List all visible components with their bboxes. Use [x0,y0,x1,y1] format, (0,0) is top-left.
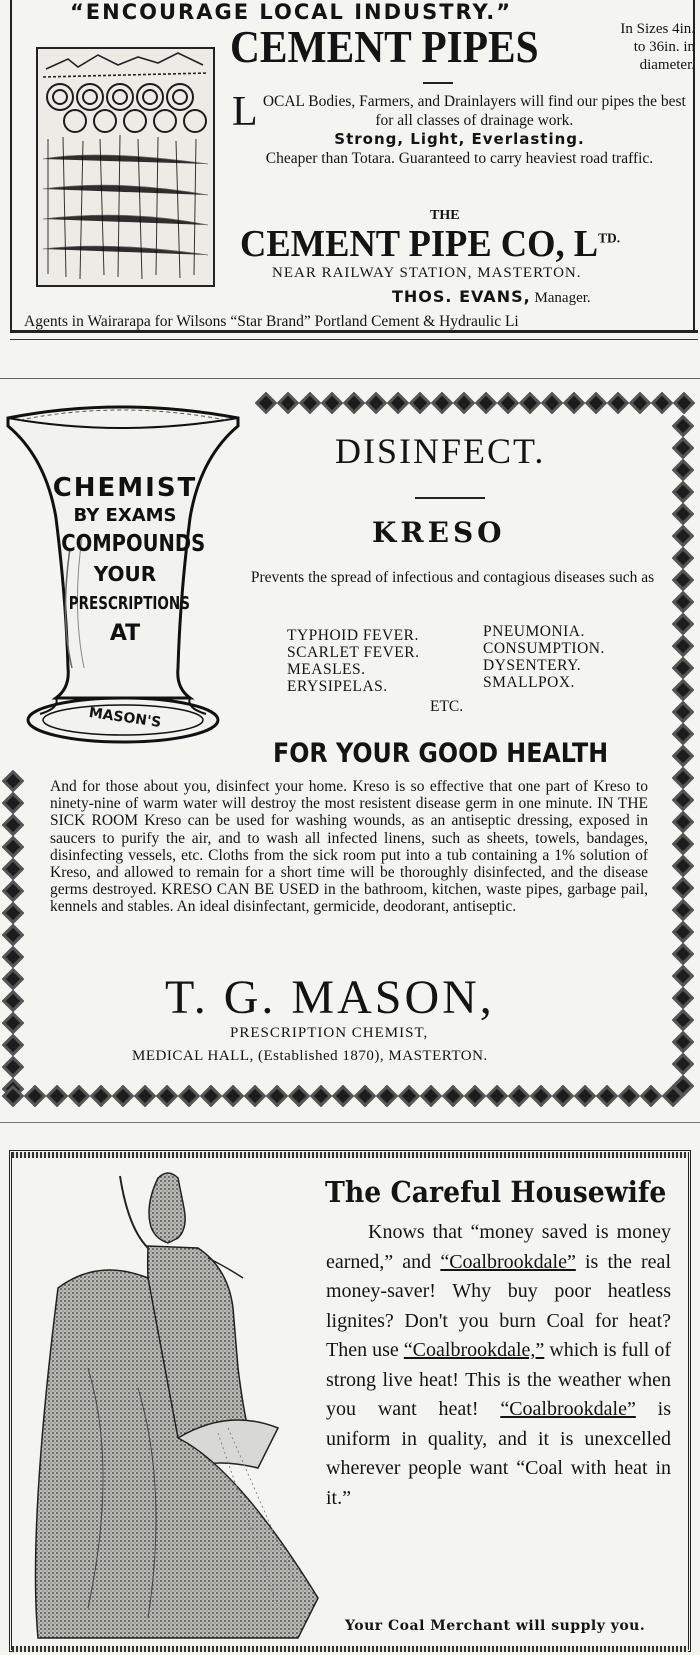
diamond-ornament [607,392,630,414]
diamond-ornament [475,392,498,414]
diamond-ornament [672,767,694,790]
ad3-body: Knows that “money saved is money earned,” and “Coalbrookdale” is the real money-saver! Why buy poor heatless lignites? Don't you burn Coal for heat? Then use “Coalbrookdale,” which is full of strong live heat! This is the weather when you want heat! “Coalbrookdale” is uniform in quality, and it is unexcelled wherever people want “Coal with heat in it.” [326,1221,672,1509]
diamond-ornament [244,1085,267,1107]
ad1-the: THE [430,208,460,223]
diamond-ornament [672,569,694,592]
diamond-ornament [453,392,476,414]
ad1-manager: THOS. EVANS, Manager. [392,287,591,306]
ad3-top-border [12,1152,688,1158]
diamond-ornament [672,437,694,460]
ad1-body [232,89,687,168]
ad3-merchant-line: Your Coal Merchant will supply you. [345,1618,646,1634]
diamond-ornament [672,503,694,526]
diamond-ornament [68,1085,91,1107]
diamond-ornament [672,591,694,614]
ad1-left-border [10,0,12,330]
ad1-short-rule [423,82,453,84]
housewife-illustration [28,1168,328,1643]
diamond-ornament [134,1085,157,1107]
diamond-ornament [672,745,694,768]
diamond-ornament [640,1085,663,1107]
diamond-ornament [541,392,564,414]
diamond-border-right [672,415,694,1105]
diamond-ornament [672,657,694,680]
diamond-ornament [672,899,694,922]
diamond-ornament [2,814,24,837]
diamond-ornament [365,392,388,414]
vase-base-text: MASON'S [87,705,163,731]
diamond-ornament [574,1085,597,1107]
diamond-ornament [310,1085,333,1107]
ad2-chemist-name: T. G. MASON, [165,971,495,1024]
coalbrookdale-3: “Coalbrookdale” [500,1398,636,1420]
coalbrookdale-1: “Coalbrookdale” [440,1250,576,1273]
ad2-health-heading: FOR YOUR GOOD HEALTH [273,738,609,769]
diamond-border-bottom [2,1085,692,1107]
diamond-ornament [2,1056,24,1079]
diamond-ornament [672,877,694,900]
diamond-ornament [672,547,694,570]
ad2-profession: PRESCRIPTION CHEMIST, [230,1025,429,1041]
ad3-title: The Careful Housewife [325,1175,667,1209]
diamond-ornament [2,1085,24,1107]
ad2-product-name: KRESO [372,516,506,549]
diseases-right-list: PNEUMONIA. CONSUMPTION. DYSENTERY. SMALLPOX. [483,623,605,691]
diamond-ornament [442,1085,465,1107]
diamond-ornament [2,946,24,969]
diamond-ornament [288,1085,311,1107]
diamond-ornament [497,392,520,414]
diamond-ornament [672,1009,694,1032]
ad1-strong-line: Strong, Light, Everlasting. [334,130,585,148]
ad2-body: And for those about you, disinfect your home. Kreso is so effective that one part of Kreso to ninety-nine of warm water will destroy the most resistent disease germ in one minute. IN THE SICK ROOM Kreso can be used for washing wounds, as an antiseptic dressing, exposed in saucers to purify the air, and to wash all infected linens, such as sheets, towels, bandages, disinfecting vessels, etc. Cloths from the sick room put into a tub containing a 1% solution of Kreso, and allowed to remain for a short time will be thoroughly disinfected, and the disease germs destroyed. KRESO CAN BE USED in the bathroom, kitchen, waste pipes, garbage pail, kennels and stables. An ideal disinfectant, germicide, deodorant, antiseptic. [50,778,648,916]
diamond-ornament [2,968,24,991]
diamond-ornament [156,1085,179,1107]
diamond-ornament [596,1085,619,1107]
diamond-ornament [299,392,322,414]
diamond-ornament [563,392,586,414]
diamond-ornament [2,836,24,859]
diamond-ornament [672,635,694,658]
ad2-etc: ETC. [430,698,464,715]
diamond-ornament [585,392,608,414]
diamond-ornament [24,1085,47,1107]
ad1-station: NEAR RAILWAY STATION, MASTERTON. [272,265,582,281]
diamond-ornament [552,1085,575,1107]
coalbrookdale-2: “Coalbrookdale,” [403,1339,545,1361]
diamond-ornament [464,1085,487,1107]
ad1-body-2: Cheaper than Totara. Guaranteed to carry heaviest road traffic. [265,150,654,167]
diamond-ornament [431,392,454,414]
diamond-ornament [178,1085,201,1107]
diamond-ornament [2,792,24,815]
diamond-ornament [2,924,24,947]
diamond-ornament [672,1053,694,1076]
ad1-bottom-rule [10,330,698,340]
diamond-ornament [672,613,694,636]
vase-text: CHEMIST BY EXAMS COMPOUNDS YOUR PRESCRIPTIONS AT [52,473,206,646]
diamond-border-left [2,770,24,1105]
diamond-ornament [672,965,694,988]
diamond-ornament [2,880,24,903]
diamond-ornament [486,1085,509,1107]
diamond-ornament [2,1034,24,1057]
ad3-bottom-border [12,1646,688,1652]
ad2-address: MEDICAL HALL, (Established 1870), MASTERTON. [132,1048,488,1064]
diamond-ornament [90,1085,113,1107]
diamond-ornament [672,789,694,812]
diamond-ornament [672,459,694,482]
diamond-ornament [398,1085,421,1107]
diamond-ornament [332,1085,355,1107]
diamond-ornament [420,1085,443,1107]
ad1-sizes: In Sizes 4in. to 36in. in diameter. [620,21,695,73]
diamond-ornament [519,392,542,414]
diamond-ornament [112,1085,135,1107]
diamond-ornament [2,990,24,1013]
diamond-ornament [2,858,24,881]
diamond-ornament [321,392,344,414]
diamond-ornament [662,1085,685,1107]
diamond-border-top [255,392,695,414]
diamond-ornament [672,811,694,834]
diamond-ornament [2,902,24,925]
diamond-ornament [629,392,652,414]
ad1-agents: Agents in Wairarapa for Wilsons “Star Brand” Portland Cement & Hydraulic Li [24,313,519,330]
diamond-ornament [200,1085,223,1107]
ad2-title: DISINFECT. [335,431,546,471]
diamond-ornament [2,770,24,792]
diamond-ornament [255,392,277,414]
diamond-ornament [530,1085,553,1107]
diamond-ornament [266,1085,289,1107]
diamond-ornament [672,481,694,504]
ad1-company: CEMENT PIPE CO, $L^{TD.}$ [240,223,621,265]
diamond-ornament [672,1031,694,1054]
section-divider-2 [0,1122,700,1123]
diamond-ornament [672,679,694,702]
diamond-ornament [672,415,694,437]
ad1-body-1: OCAL Bodies, Farmers, and Drainlayers will find our pipes the best for all classes of drainage work. [262,93,686,129]
diamond-ornament [387,392,410,414]
diamond-ornament [354,1085,377,1107]
diamond-ornament [409,392,432,414]
diamond-ornament [618,1085,641,1107]
ad1-headline: “ENCOURAGE LOCAL INDUSTRY.” [70,0,513,24]
diamond-ornament [2,1012,24,1035]
diamond-ornament [376,1085,399,1107]
diamond-ornament [672,833,694,856]
mason-vase-illustration [0,398,245,758]
diamond-ornament [672,987,694,1010]
diamond-ornament [222,1085,245,1107]
ad2-title-rule [415,497,485,499]
diamond-ornament [672,525,694,548]
diseases-left-list: TYPHOID FEVER. SCARLET FEVER. MEASLES. ERYSIPELAS. [287,627,420,695]
diamond-ornament [277,392,300,414]
diamond-ornament [672,701,694,724]
ad1-dropcap: L [232,89,258,135]
diamond-ornament [672,921,694,944]
diamond-ornament [46,1085,69,1107]
section-divider-1 [0,378,700,379]
diamond-ornament [508,1085,531,1107]
diamond-ornament [673,392,695,414]
diamond-ornament [672,723,694,746]
ad2-prevents: Prevents the spread of infectious and contagious diseases such as [250,569,655,586]
ad1-title: CEMENT PIPES [230,21,539,72]
cement-pipes-illustration [36,47,215,287]
diamond-ornament [343,392,366,414]
diamond-ornament [672,855,694,878]
diamond-ornament [672,943,694,966]
diamond-ornament [651,392,674,414]
